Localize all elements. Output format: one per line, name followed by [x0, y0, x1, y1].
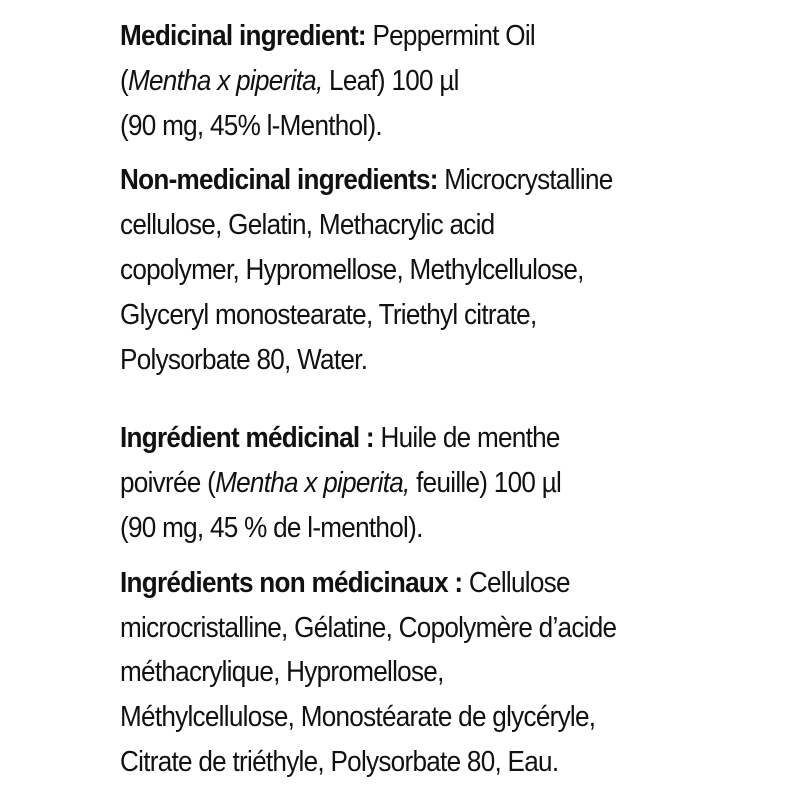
text-line: Ingrédient médicinal : Huile de menthe [120, 422, 560, 455]
english-non-medicinal-section [120, 158, 714, 382]
french-medicinal-heading: Ingrédient médicinal : [120, 422, 374, 455]
english-medicinal-heading: Medicinal ingredient: [120, 20, 366, 52]
text-line: (90 mg, 45% l-Menthol). [120, 109, 382, 142]
text-line: Ingrédients non médicinaux : Cellulose [120, 566, 570, 599]
english-non-medicinal-heading: Non-medicinal ingredients: [120, 164, 438, 197]
latin-name: Mentha x piperita, [127, 64, 323, 97]
text-line: Citrate de triéthyle, Polysorbate 80, Eau. [120, 745, 559, 778]
text-line: cellulose, Gelatin, Methacrylic acid [120, 209, 495, 242]
text-line: Medicinal ingredient: Peppermint Oil [120, 20, 535, 52]
french-non-medicinal-section [120, 561, 714, 785]
text-line: Méthylcellulose, Monostéarate de glycéryle, [120, 701, 596, 734]
english-medicinal-section [120, 14, 714, 148]
latin-name: Mentha x piperita, [215, 467, 410, 500]
text-line: (90 mg, 45 % de l-menthol). [120, 511, 423, 544]
ingredients-label [120, 14, 714, 785]
french-non-medicinal-heading: Ingrédients non médicinaux : [120, 566, 463, 599]
text-line: microcristalline, Gélatine, Copolymère d’acide [120, 611, 617, 644]
text-line: Glyceryl monostearate, Triethyl citrate, [120, 298, 537, 331]
french-medicinal-section [120, 416, 714, 550]
text-line: copolymer, Hypromellose, Methylcellulose, [120, 253, 584, 286]
text-line: Non-medicinal ingredients: Microcrystalline [120, 164, 613, 197]
text-line: poivrée (Mentha x piperita, feuille) 100 µl [120, 467, 562, 500]
text-line: méthacrylique, Hypromellose, [120, 656, 444, 689]
text-line: Polysorbate 80, Water. [120, 343, 368, 376]
text-line: (Mentha x piperita, Leaf) 100 µl [120, 64, 459, 97]
